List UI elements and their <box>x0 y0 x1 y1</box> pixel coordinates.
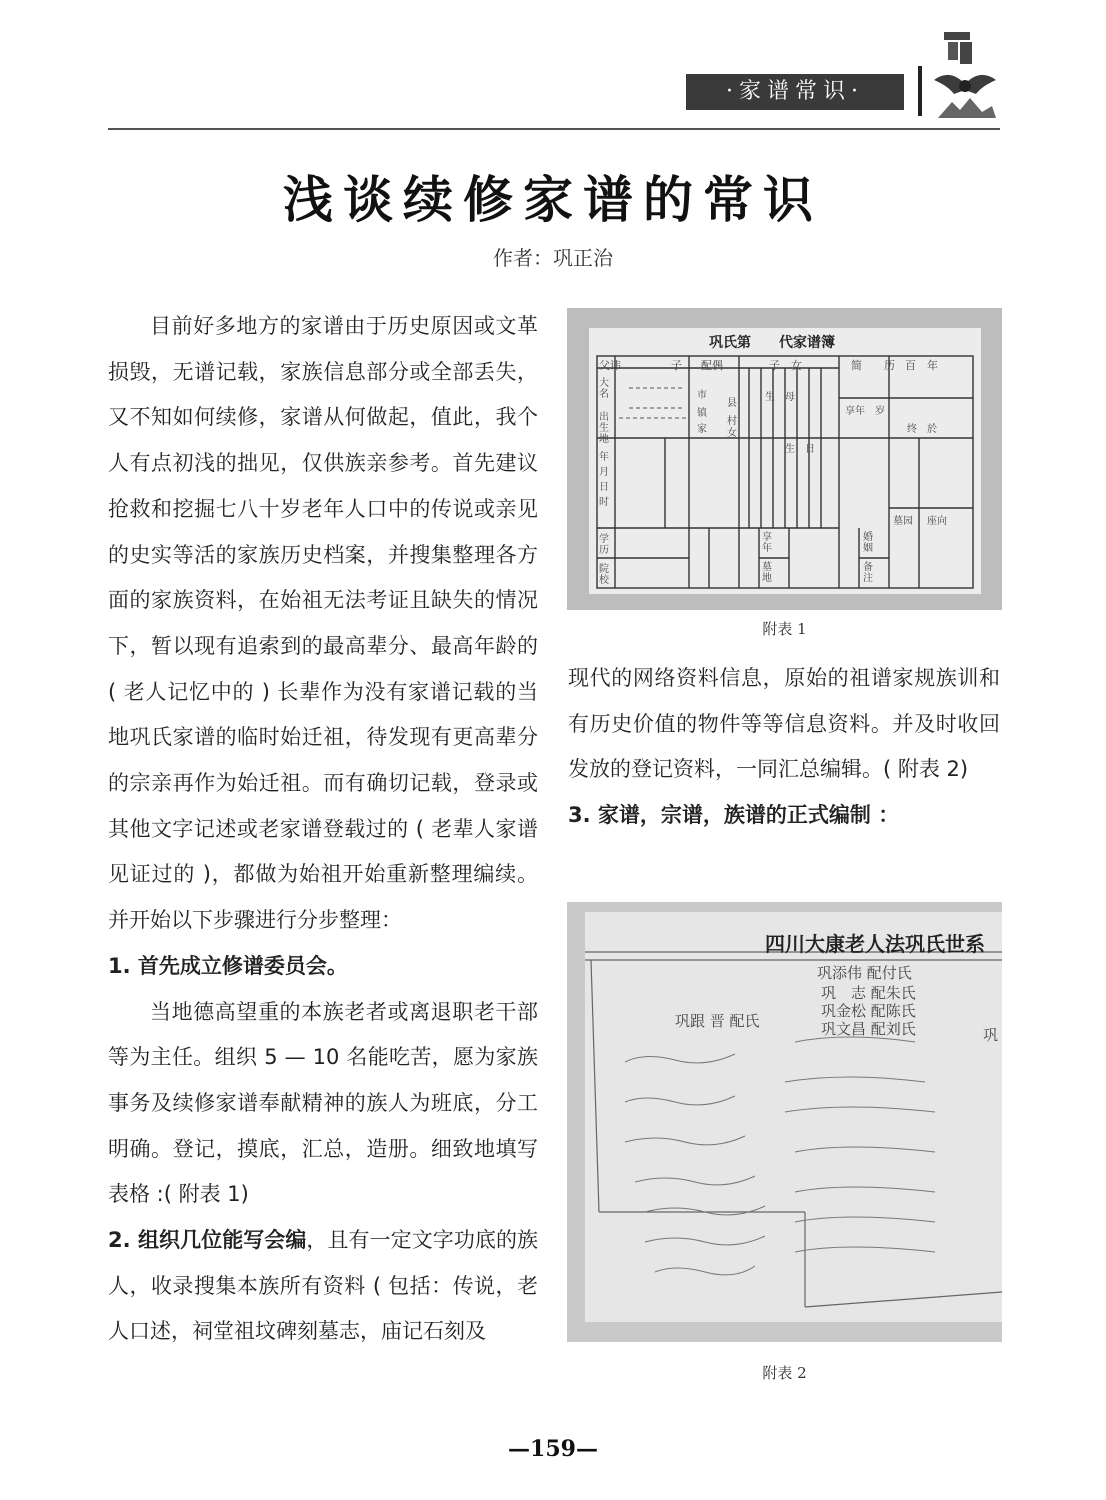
chart-lines <box>585 912 1002 1322</box>
form-row-name: 大名 <box>599 378 609 400</box>
header-divider <box>918 66 922 116</box>
form-cell-age: 享年 <box>845 406 865 417</box>
form-cell-remarks: 备注 <box>863 562 873 584</box>
form-col-children: 子 女 <box>769 359 802 372</box>
form-cell-county: 县 <box>727 398 737 409</box>
form-cell-family: 家 <box>697 424 707 435</box>
chart-line-2: 巩 志 配朱氏 <box>821 984 916 1002</box>
chart-line-1: 巩添伟 配付氏 <box>817 964 912 982</box>
form-cell-birthday: 生 日 <box>785 444 815 455</box>
article-title: 浅谈续修家谱的常识 <box>283 170 823 229</box>
form-cell-village: 村 <box>727 416 737 427</box>
heading-step-2: 2. 组织几位能写会编 <box>108 1228 307 1253</box>
figure-1-photo <box>567 308 1002 610</box>
heading-step-1: 1. 首先成立修谱委员会。 <box>108 953 348 978</box>
form-cell-grave: 墓地 <box>762 562 772 584</box>
form-cell-mother: 生 母 <box>765 392 795 403</box>
form-cell-female: 女 <box>727 428 737 439</box>
chart-line-4: 巩文昌 配刘氏 <box>821 1020 916 1038</box>
figure-2-photo <box>567 902 1002 1342</box>
form-row-education: 学历 <box>599 534 609 556</box>
section-tag: ·家谱常识· <box>686 74 904 110</box>
heading-step-3: 3. 家谱，宗谱，族谱的正式编制 ： <box>568 803 900 828</box>
form-cell-age-2: 享年 <box>762 532 772 554</box>
form-col-biography: 简 历 <box>851 359 895 372</box>
right-column <box>568 656 1000 839</box>
chart-banner: 四川大康老人法巩氏世系 <box>765 932 985 956</box>
chart-line-5: 巩跟 晋 配氏 <box>675 1012 760 1030</box>
paragraph-step-1: 当地德高望重的本族老者或离退职老干部等为主任。组织 5 — 10 名能吃苦，愿为家族事务及续修家谱奉献精神的族人为班底，分工明确。登记，摸底，汇总，造册。细致地填写表格 :( 附表 1) <box>108 999 538 1207</box>
figure-1-caption: 附表 1 <box>762 620 807 638</box>
article-author: 作者：巩正治 <box>493 246 613 270</box>
left-column <box>108 304 538 1355</box>
form-row-birthdate: 年月日时 <box>599 452 609 508</box>
eagle-logo-icon <box>930 28 1000 124</box>
form-col-spouse: 配偶 <box>701 359 723 372</box>
form-cell-death: 终 於 <box>907 424 937 435</box>
form-col-father: 父讳 <box>599 359 621 372</box>
form-cell-years: 岁 <box>875 406 885 417</box>
form-row-birthplace: 出生地 <box>599 412 609 445</box>
form-cell-marriage: 婚姻 <box>863 532 873 554</box>
form-row-school: 院校 <box>599 564 609 586</box>
chart-line-6: 巩 <box>983 1026 999 1044</box>
paragraph-step-2-text: ，且有一定文字功底的族人，收录搜集本族所有资料 ( 包括：传说，老人口述，祠堂祖坟碑刻墓志，庙记石刻及 <box>108 1228 538 1344</box>
genealogy-form <box>589 328 981 594</box>
form-title: 巩氏第 代家谱簿 <box>709 335 835 351</box>
form-cell-town: 镇 <box>697 408 707 419</box>
form-cell-city: 市 <box>697 390 707 401</box>
header-rule <box>108 128 1000 130</box>
paragraph-intro: 目前好多地方的家谱由于历史原因或文革损毁，无谱记载，家族信息部分或全部丢失，又不知如何续修，家谱从何做起，值此，我个人有点初浅的拙见，仅供族亲参考。首先建议抢救和挖掘七八十岁老年人口中的传说或亲见的史实等活的家族历史档案，并搜集整理各方面的家族资料，在始祖无法考证且缺失的情况下，暂以现有追索到的最高辈分、最高年龄的 ( 老人记忆中的 ) 长辈作为没有家谱记载的当地巩氏家谱的临时始迁祖，待发现有更高辈分的宗亲再作为始迁祖。而有确切记载，登录或其他文字记述或老家谱登载过的 ( 老辈人家谱见证过的 )，都做为始祖开始重新整理编续。并开始以下步骤进行分步整理： <box>108 314 538 933</box>
figure-2-caption: 附表 2 <box>762 1364 807 1382</box>
form-cell-orientation: 座向 <box>927 516 947 527</box>
form-col-son: 子 <box>671 359 682 372</box>
genealogy-chart <box>585 912 1002 1322</box>
page-number: —159— <box>508 1436 598 1462</box>
paragraph-step-2 <box>108 1218 538 1355</box>
paragraph-step-2-cont: 现代的网络资料信息，原始的祖谱家规族训和有历史价值的物件等等信息资料。并及时收回发放的登记资料，一同汇总编辑。( 附表 2) <box>568 666 1000 782</box>
form-cell-cemetery: 墓园 <box>893 516 913 527</box>
form-col-century: 百 年 <box>905 359 938 372</box>
magazine-logo <box>930 28 1000 124</box>
chart-line-3: 巩金松 配陈氏 <box>821 1002 916 1020</box>
